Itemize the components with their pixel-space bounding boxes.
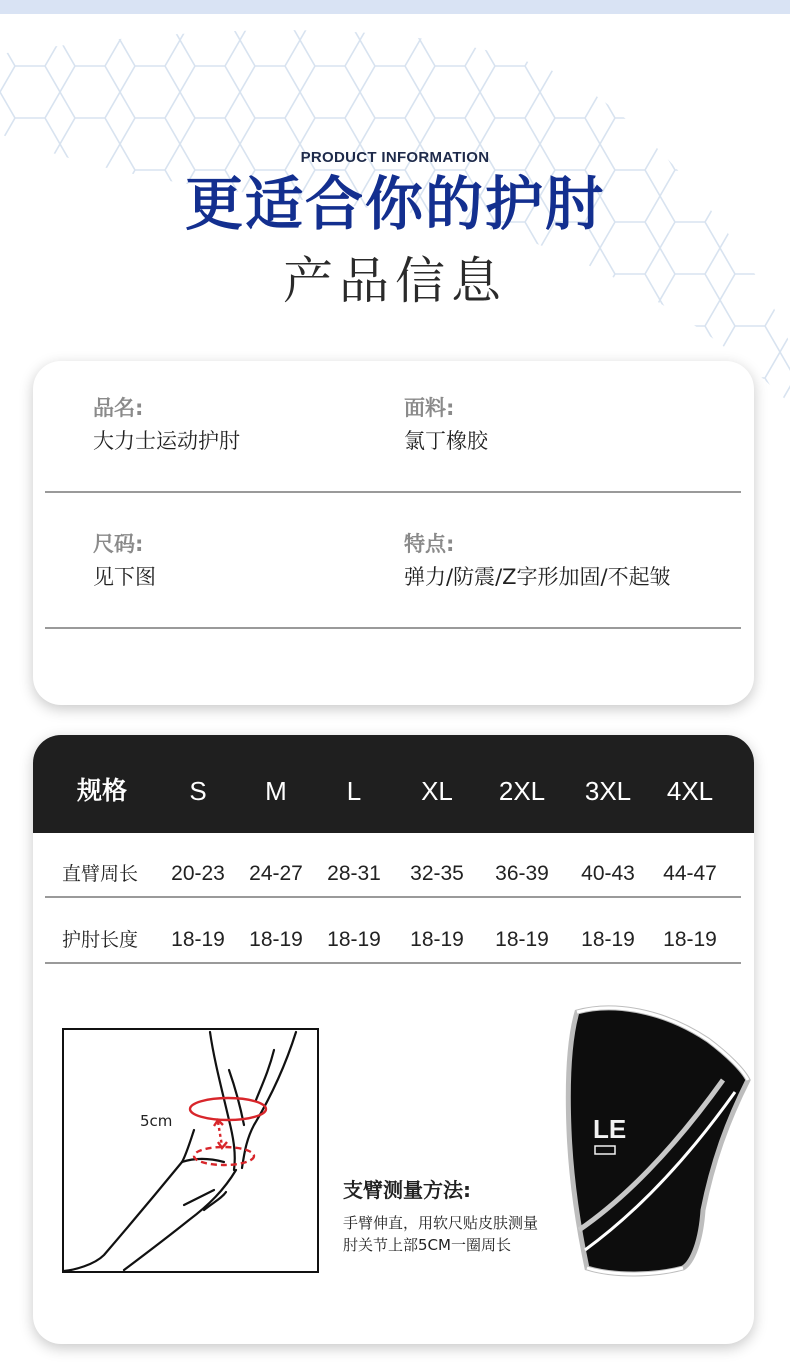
sleeve-logo-text: LE [593, 1114, 627, 1144]
info-size [93, 529, 156, 593]
table-row-arm-circumference [45, 834, 741, 898]
info-material [404, 393, 488, 457]
header-size-3xl: 3XL [584, 776, 632, 806]
table-cell: 18-19 [249, 928, 303, 951]
page-headline: 更适合你的护肘 [184, 170, 605, 238]
arm-illustration [64, 1030, 317, 1271]
header-size-xl: XL [421, 776, 453, 806]
table-cell: 32-35 [410, 862, 464, 885]
table-cell: 18-19 [171, 928, 225, 951]
row-label-arm-circumference: 直臂周长 [61, 863, 138, 885]
header-size-4xl: 4XL [666, 776, 714, 806]
info-row-name-material [45, 393, 741, 493]
table-cell: 40-43 [581, 862, 635, 885]
table-cell: 18-19 [410, 928, 464, 951]
info-name [93, 393, 240, 457]
measurement-method-title: 支臂测量方法: [343, 1178, 471, 1202]
info-size-value: 见下图 [93, 565, 156, 589]
table-cell: 28-31 [327, 862, 381, 885]
info-row-size-feature [45, 529, 741, 629]
header-size-2xl: 2XL [498, 776, 546, 806]
arm-measurement-diagram [62, 1028, 319, 1273]
size-table-header [33, 735, 754, 833]
info-name-value: 大力士运动护肘 [93, 429, 240, 453]
diagram-5cm-label: 5cm [140, 1112, 173, 1130]
table-cell: 36-39 [495, 862, 549, 885]
elbow-sleeve-product-image [553, 1000, 753, 1280]
table-cell: 18-19 [327, 928, 381, 951]
info-name-label: 品名: [93, 396, 144, 420]
table-cell: 24-27 [249, 862, 303, 885]
info-feature-label: 特点: [404, 532, 455, 556]
info-material-value: 氯丁橡胶 [404, 429, 488, 453]
product-information-eyebrow: PRODUCT INFORMATION [300, 149, 490, 166]
table-cell: 44-47 [663, 862, 717, 885]
top-strip [0, 0, 790, 14]
product-info-card [33, 361, 754, 705]
header-size-l: L [346, 776, 362, 806]
table-cell: 18-19 [663, 928, 717, 951]
info-feature-value: 弹力/防震/Z字形加固/不起皱 [404, 565, 671, 589]
table-cell: 18-19 [495, 928, 549, 951]
table-cell: 20-23 [171, 862, 225, 885]
row-label-sleeve-length: 护肘长度 [61, 929, 138, 951]
info-feature [404, 529, 671, 593]
header-spec: 规格 [76, 776, 127, 805]
measurement-method-text: 手臂伸直，用软尺贴皮肤测量肘关节上部5CM一圈周长 [343, 1214, 539, 1254]
info-material-label: 面料: [404, 396, 455, 420]
header-size-m: M [265, 776, 287, 806]
info-size-label: 尺码: [93, 532, 144, 556]
table-cell: 18-19 [581, 928, 635, 951]
table-row-sleeve-length [45, 900, 741, 964]
size-chart-card [33, 735, 754, 1344]
page-subheading: 产品信息 [283, 252, 507, 310]
header-size-s: S [189, 776, 207, 806]
